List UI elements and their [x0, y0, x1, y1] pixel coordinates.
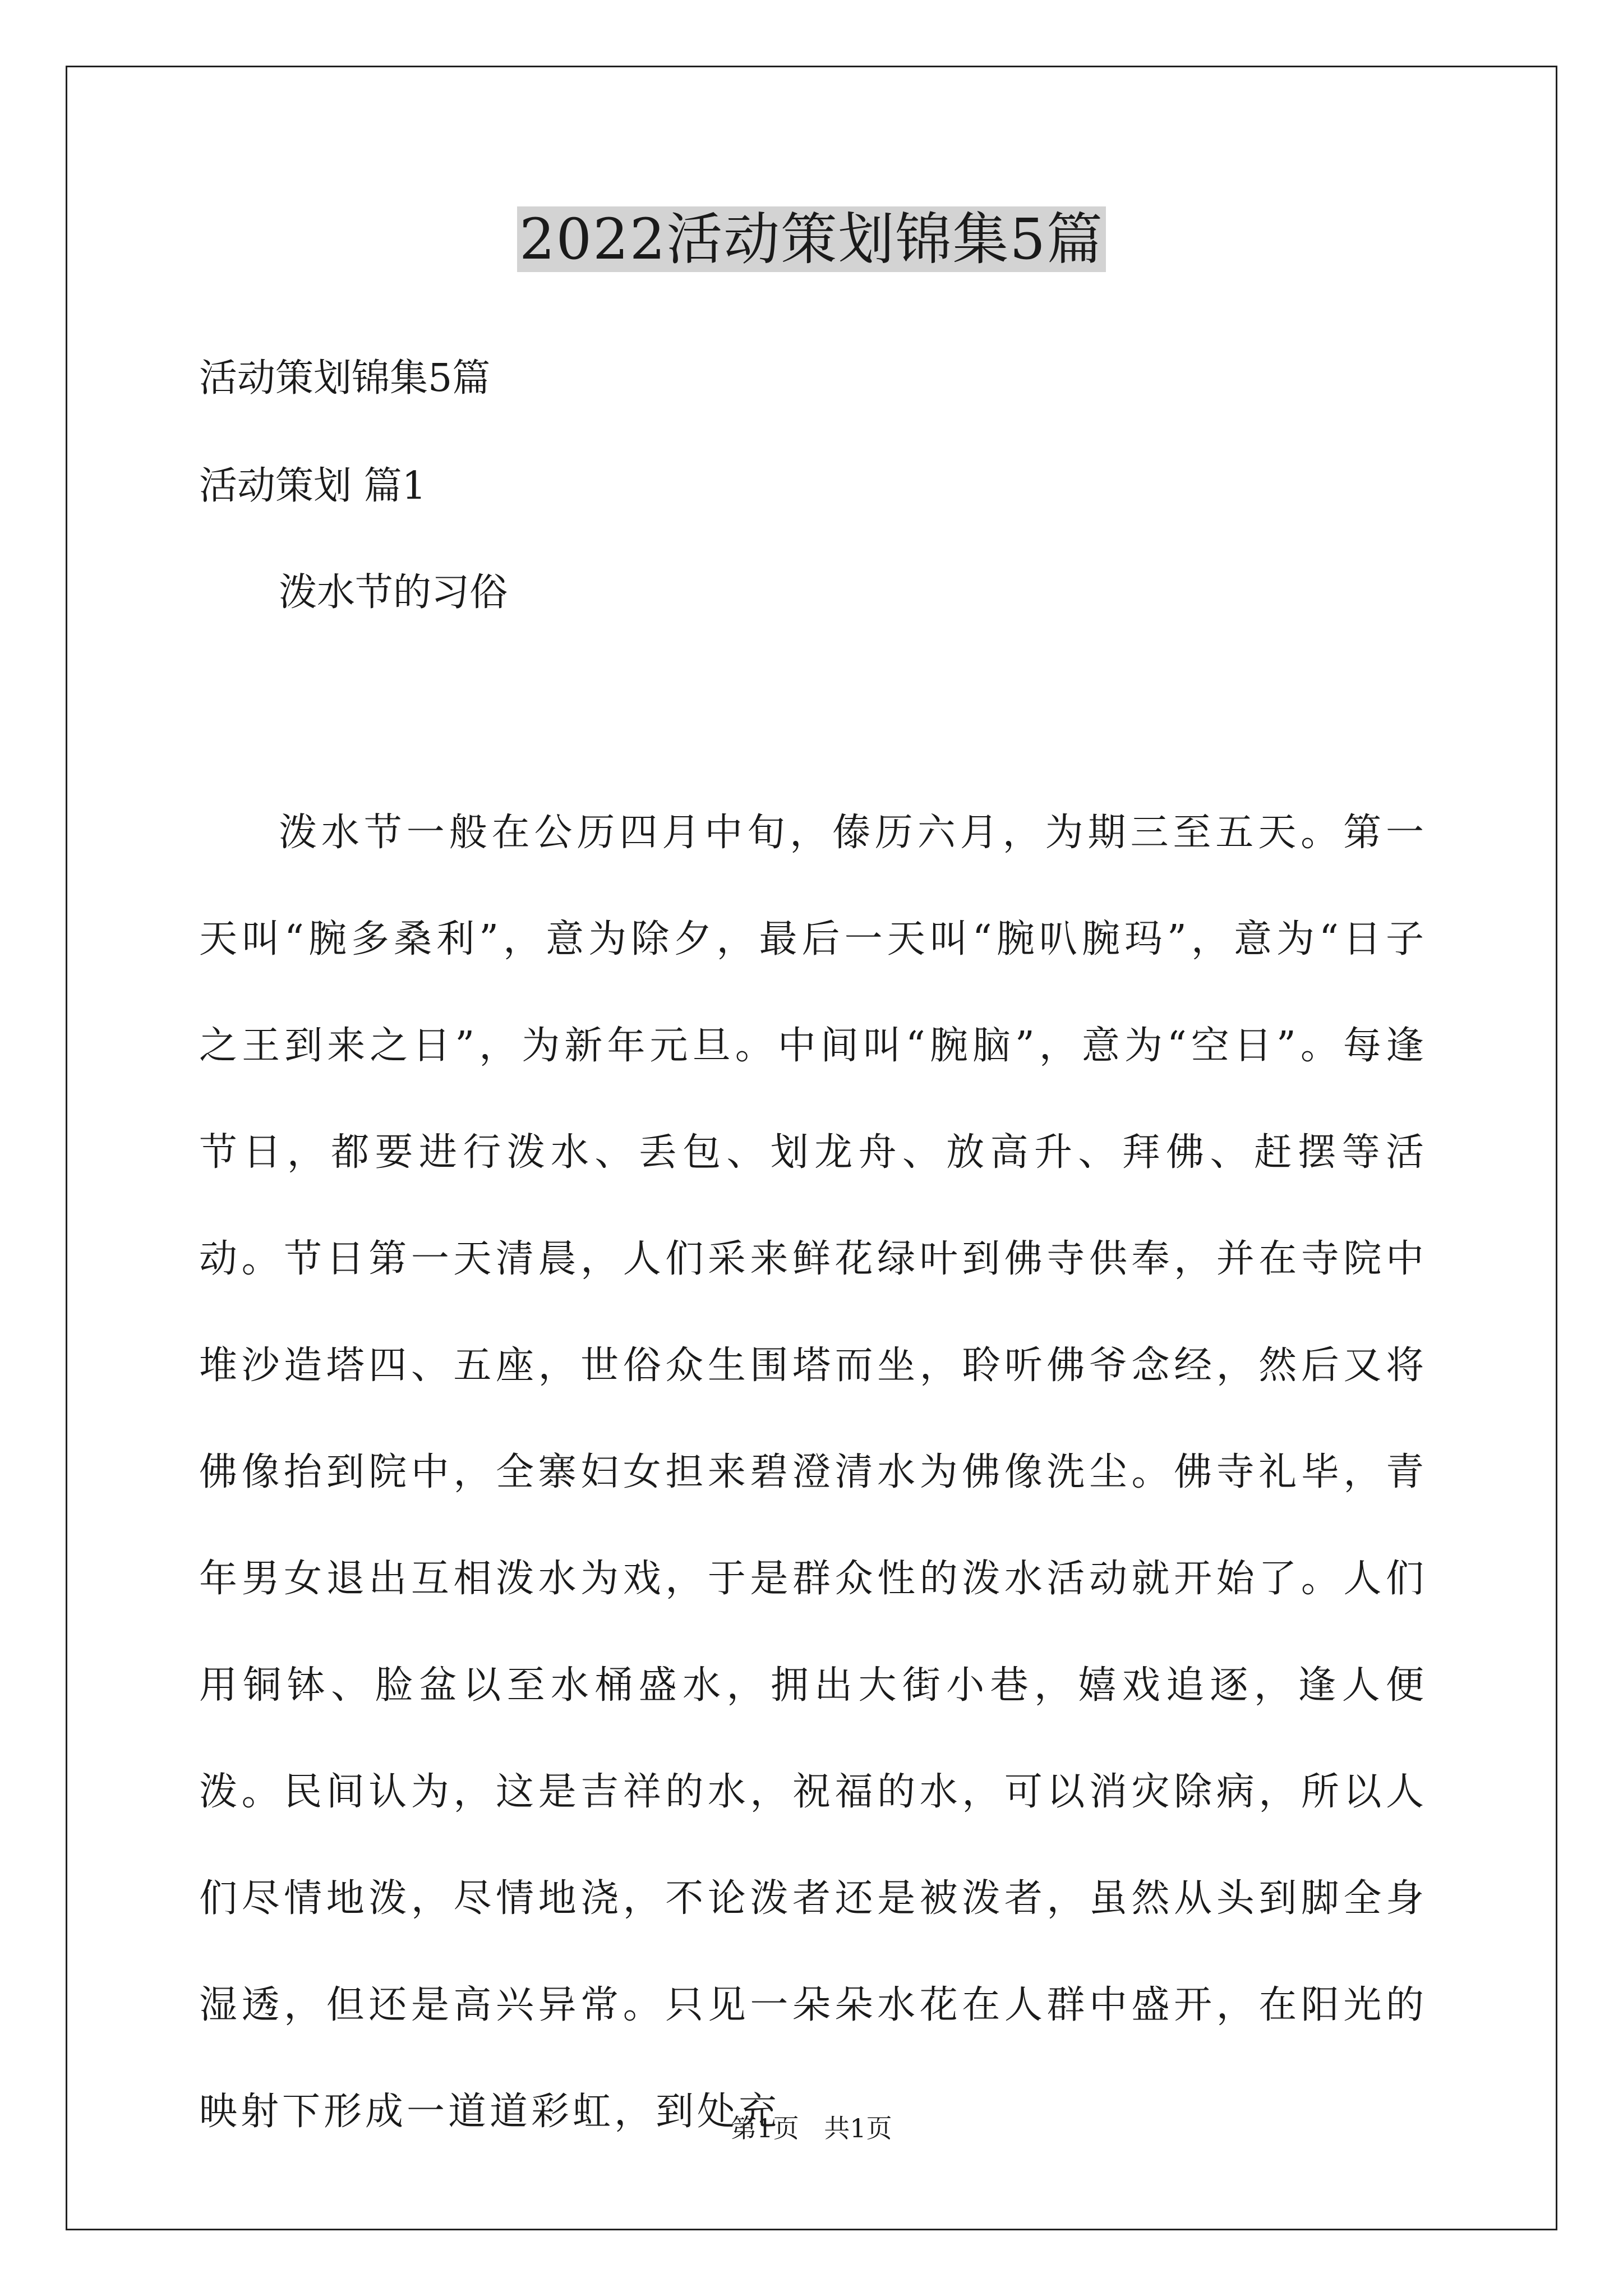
document-title-text: 2022活动策划锦集5篇 [517, 206, 1106, 272]
section-heading: 活动策划 篇1 [199, 464, 426, 508]
document-subtitle: 活动策划锦集5篇 [199, 356, 491, 401]
document-title [0, 203, 1623, 276]
section-subheading: 泼水节的习俗 [279, 570, 508, 615]
body-paragraph: 泼水节一般在公历四月中旬，傣历六月，为期三至五天。第一天叫“腕多桑利”，意为除夕，最后一天叫“腕叭腕玛”，意为“日子之王到来之日”，为新年元旦。中间叫“腕脑”，意为“空日”。每逢节日，都要进行泼水、丢包、划龙舟、放高升、拜佛、赶摆等活动。节日第一天清晨，人们采来鲜花绿叶到佛寺供奉，并在寺院中堆沙造塔四、五座，世俗众生围塔而坐，聆听佛爷念经，然后又将佛像抬到院中，全寨妇女担来碧澄清水为佛像洗尘。佛寺礼毕，青年男女退出互相泼水为戏，于是群众性的泼水活动就开始了。人们用铜钵、脸盆以至水桶盛水，拥出大街小巷，嬉戏追逐，逢人便泼。民间认为，这是吉祥的水，祝福的水，可以消灾除病，所以人们尽情地泼，尽情地浇，不论泼者还是被泼者，虽然从头到脚全身湿透，但还是高兴异常。只见一朵朵水花在人群中盛开，在阳光的映射下形成一道道彩虹，到处充 [199, 811, 1427, 2134]
page-footer: 第1页 共1页 [731, 2113, 892, 2143]
